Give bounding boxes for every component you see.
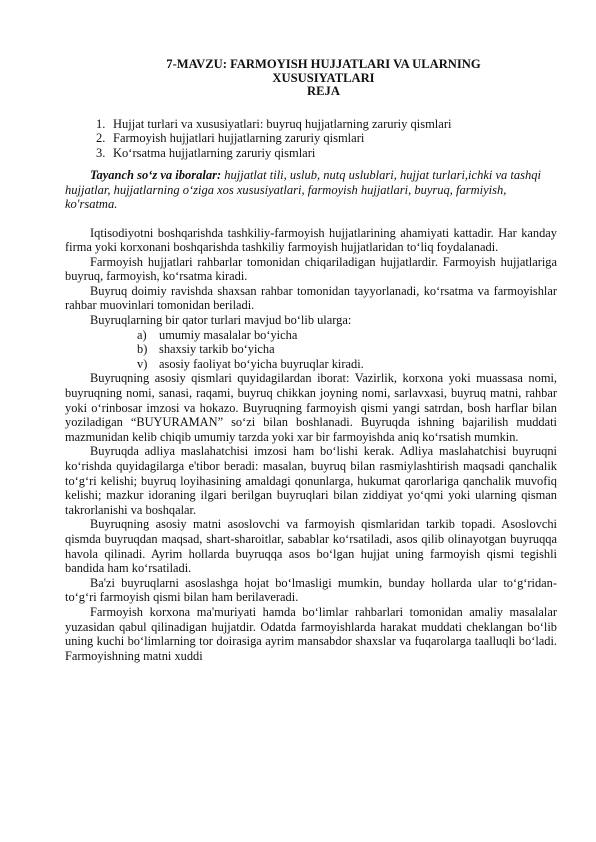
document-title-line2: XUSUSIYATLARI [272, 70, 375, 85]
body-paragraph: Buyruqning asosiy qismlari quyidagilardan iborat: Vazirlik, korxona yoki muassasa nomi, buyruqning nomi, sanasi, raqami, buyruq chikkan joyning nomi, sarlavxasi, buyruq matni, rahbar yoki o‘rinbosar imzosi va hokazo. Buyruqning farmoyish qismi yangi satrdan, bosh harflar bilan yoziladigan “BUYURAMAN” so‘zi bilan boshlanadi. Buyruqda ishning bajarilish muddati mazmunidan kelib chiqib umumiy tarzda yoki xar bir farmoyishda aniq ko‘rsatish mumkin. [65, 371, 557, 444]
plan-item-text: Ko‘rsatma hujjatlarning zaruriy qismlari [113, 145, 316, 160]
document-page [65, 57, 557, 663]
plan-item-text: Hujjat turlari va xususiyatlari: buyruq hujjatlarning zaruriy qismlari [113, 116, 452, 131]
list-item-text: shaxsiy tarkib bo‘yicha [159, 342, 275, 357]
plan-item-number: 2. [96, 131, 106, 145]
body-paragraph: Buyruqda adliya maslahatchisi imzosi ham bo‘lishi kerak. Adliya maslahatchisi buyruqni ko‘rishda quyidagilarga e'tibor beradi: masalan, buyruq bilan rasmiylashtirish maqsadi qanchalik to‘g‘ri kelishi; buyruq loyihasining amaldagi qonunlarga, hukumat qarorlariga qanchalik muvofiq kelishi; mazkur idoraning ilgari berilgan buyruqlari bilan ziddiyat yo‘qmi yoki ularning qisman takrorlanishi va boshqalar. [65, 444, 557, 517]
plan-item-number: 3. [96, 145, 106, 160]
plan-item [90, 117, 557, 132]
order-types-list [90, 328, 557, 372]
body-paragraph: Ba'zi buyruqlarni asoslashga hojat bo‘lmasligi mumkin, bunday hollarda ular to‘g‘ridan-to‘g‘ri farmoyish qismi bilan ham berilaveradi. [65, 575, 557, 605]
plan-item [90, 131, 557, 146]
plan-item-number: 1. [96, 116, 106, 131]
plan-list [90, 117, 557, 161]
keywords-paragraph [65, 168, 557, 212]
plan-heading: REJA [307, 84, 340, 98]
list-item-text: asosiy faoliyat bo‘yicha buyruqlar kiradi. [159, 356, 364, 371]
body-paragraph: Farmoyish hujjatlari rahbarlar tomonidan chiqariladigan hujjatlardir. Farmoyish hujjatlariga buyruq, farmoyish, ko‘rsatma kiradi. [65, 254, 557, 284]
keywords-label: Tayanch so‘z va iboralar: [90, 168, 222, 182]
body-paragraph: Buyruq doimiy ravishda shaxsan rahbar tomonidan tayyorlanadi, ko‘rsatma va farmoyishlar rahbar muovinlari tomonidan beriladi. [65, 283, 557, 313]
document-title-line1: 7-MAVZU: FARMOYISH HUJJATLARI VA ULARNING [166, 57, 481, 71]
body-paragraph: Buyruqning asosiy matni asoslovchi va farmoyish qismlaridan tarkib topadi. Asoslovchi qismda buyruqdan maqsad, shart-sharoitlar, sabablar ko‘rsatiladi, asos qilib olinayotgan buyruqqa havola qilinadi. Ayrim hollarda buyruqqa asos bo‘lgan hujjat uning farmoyish qismi tegishli bandida ham ko‘rsatiladi. [65, 517, 557, 576]
list-item [90, 357, 557, 372]
list-item [90, 342, 557, 357]
plan-item-text: Farmoyish hujjatlari hujjatlarning zaruriy qismlari [113, 131, 365, 145]
list-item-marker: b) [137, 342, 148, 357]
plan-item [90, 146, 557, 161]
list-item-text: umumiy masalalar bo‘yicha [159, 327, 298, 342]
body-paragraph: Buyruqlarning bir qator turlari mavjud bo‘lib ularga: [90, 313, 352, 328]
keywords-text: hujjatlat tili, uslub, nutq uslublari, hujjat turlari,ichki va tashqi hujjatlar, hujjatlarning o‘ziga xos xususiyatlari, farmoyish hujjatlari, buyruq, farmiyish, ko'rsatma. [65, 168, 541, 211]
list-item-marker: v) [137, 356, 148, 371]
list-item [90, 328, 557, 343]
body-paragraph: Farmoyish korxona ma'muriyati hamda bo‘limlar rahbarlari tomonidan amaliy masalalar yuzasidan qabul qilinadigan hujjatdir. Odatda farmoyishlarda harakat muddati cheklangan bo‘lib uning kuchi bo‘limlarning tor doirasiga ayrim mansabdor shaxslar va fuqarolarga taalluqli bo‘ladi. Farmoyishning matni xuddi [65, 604, 557, 663]
list-item-marker: a) [137, 327, 147, 342]
body-paragraph: Iqtisodiyotni boshqarishda tashkiliy-farmoyish hujjatlarining ahamiyati kattadir. Har kanday firma yoki korxonani boshqarishda tashkiliy farmoyish hujjatlaridan to‘liq foydalanadi. [65, 225, 557, 255]
